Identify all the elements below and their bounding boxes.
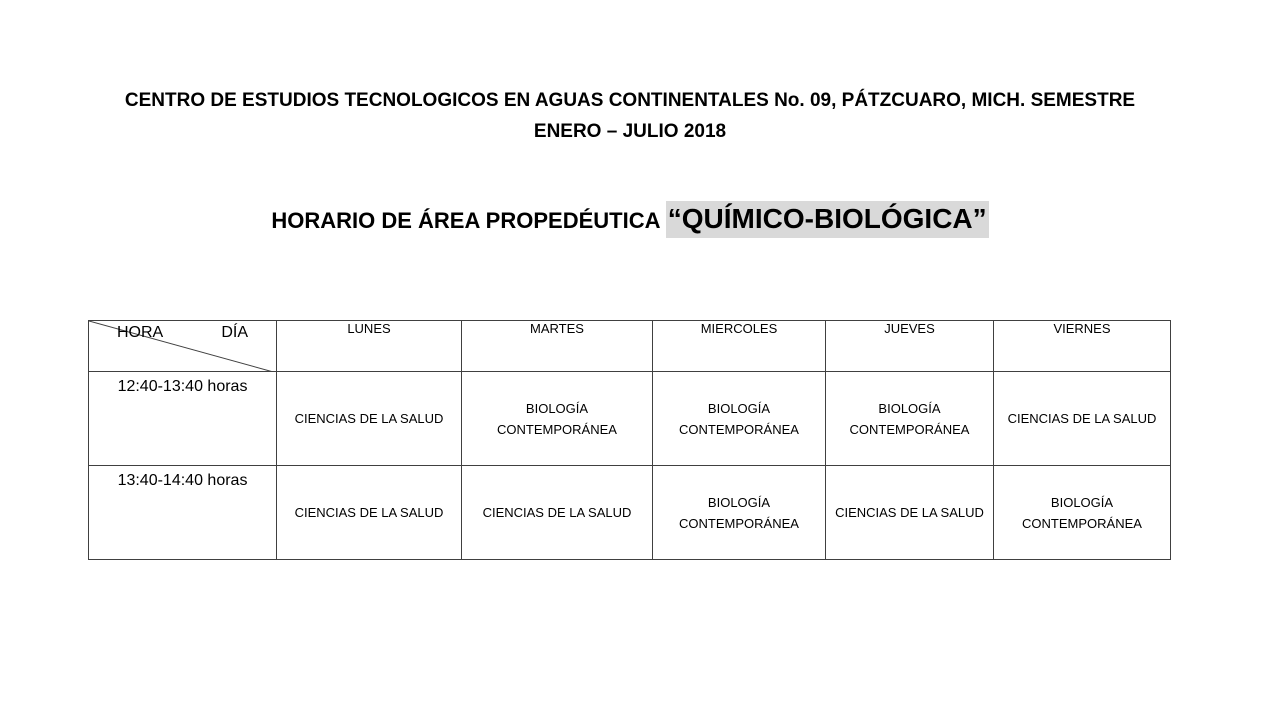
subject-line: CIENCIAS DE LA SALUD [294,411,444,426]
schedule-title [0,203,1260,235]
day-header-miercoles: MIERCOLES [653,321,826,372]
subject-line: BIOLOGÍA [525,400,589,416]
time-slot: 12:40-13:40 horas [89,372,277,466]
schedule-cell [994,466,1171,560]
schedule-title-prefix: HORARIO DE ÁREA PROPEDÉUTICA [271,208,666,233]
day-header-martes: MARTES [462,321,653,372]
day-header-lunes: LUNES [277,321,462,372]
hora-label: HORA [117,324,164,341]
schedule-cell [826,466,994,560]
schedule-cell [462,372,653,466]
time-slot: 13:40-14:40 horas [89,466,277,560]
subject-line: BIOLOGÍA [707,494,771,510]
corner-cell [89,321,277,372]
area-name-highlight: “QUÍMICO-BIOLÓGICA” [666,201,989,238]
schedule-cell [826,372,994,466]
institution-title: CENTRO DE ESTUDIOS TECNOLOGICOS EN AGUAS CONTINENTALES No. 09, PÁTZCUARO, MICH. SEMESTRE [124,90,1136,111]
subject-line: CONTEMPORÁNEA [1022,515,1142,531]
subject-line: CIENCIAS DE LA SALUD [1007,411,1157,426]
table-row [89,466,1171,560]
schedule-cell [653,466,826,560]
schedule-cell [462,466,653,560]
subject-line: CONTEMPORÁNEA [849,421,970,437]
subject-line: CIENCIAS DE LA SALUD [835,505,984,520]
subject-line: BIOLOGÍA [878,400,941,416]
schedule-cell [994,372,1171,466]
subject-line: CONTEMPORÁNEA [679,421,799,437]
subject-line: CONTEMPORÁNEA [497,421,617,437]
subject-line: BIOLOGÍA [707,400,771,416]
schedule-cell [653,372,826,466]
dia-label: DÍA [221,324,248,341]
day-header-viernes: VIERNES [994,321,1171,372]
day-header-jueves: JUEVES [826,321,994,372]
semester-title: ENERO – JULIO 2018 [533,121,727,142]
schedule-cell [277,466,462,560]
schedule-cell [277,372,462,466]
subject-line: CIENCIAS DE LA SALUD [294,505,444,520]
subject-line: CIENCIAS DE LA SALUD [482,505,632,520]
table-header-row [89,321,1171,372]
table-row [89,372,1171,466]
subject-line: CONTEMPORÁNEA [679,515,799,531]
schedule-table [88,320,1171,560]
subject-line: BIOLOGÍA [1050,494,1114,510]
